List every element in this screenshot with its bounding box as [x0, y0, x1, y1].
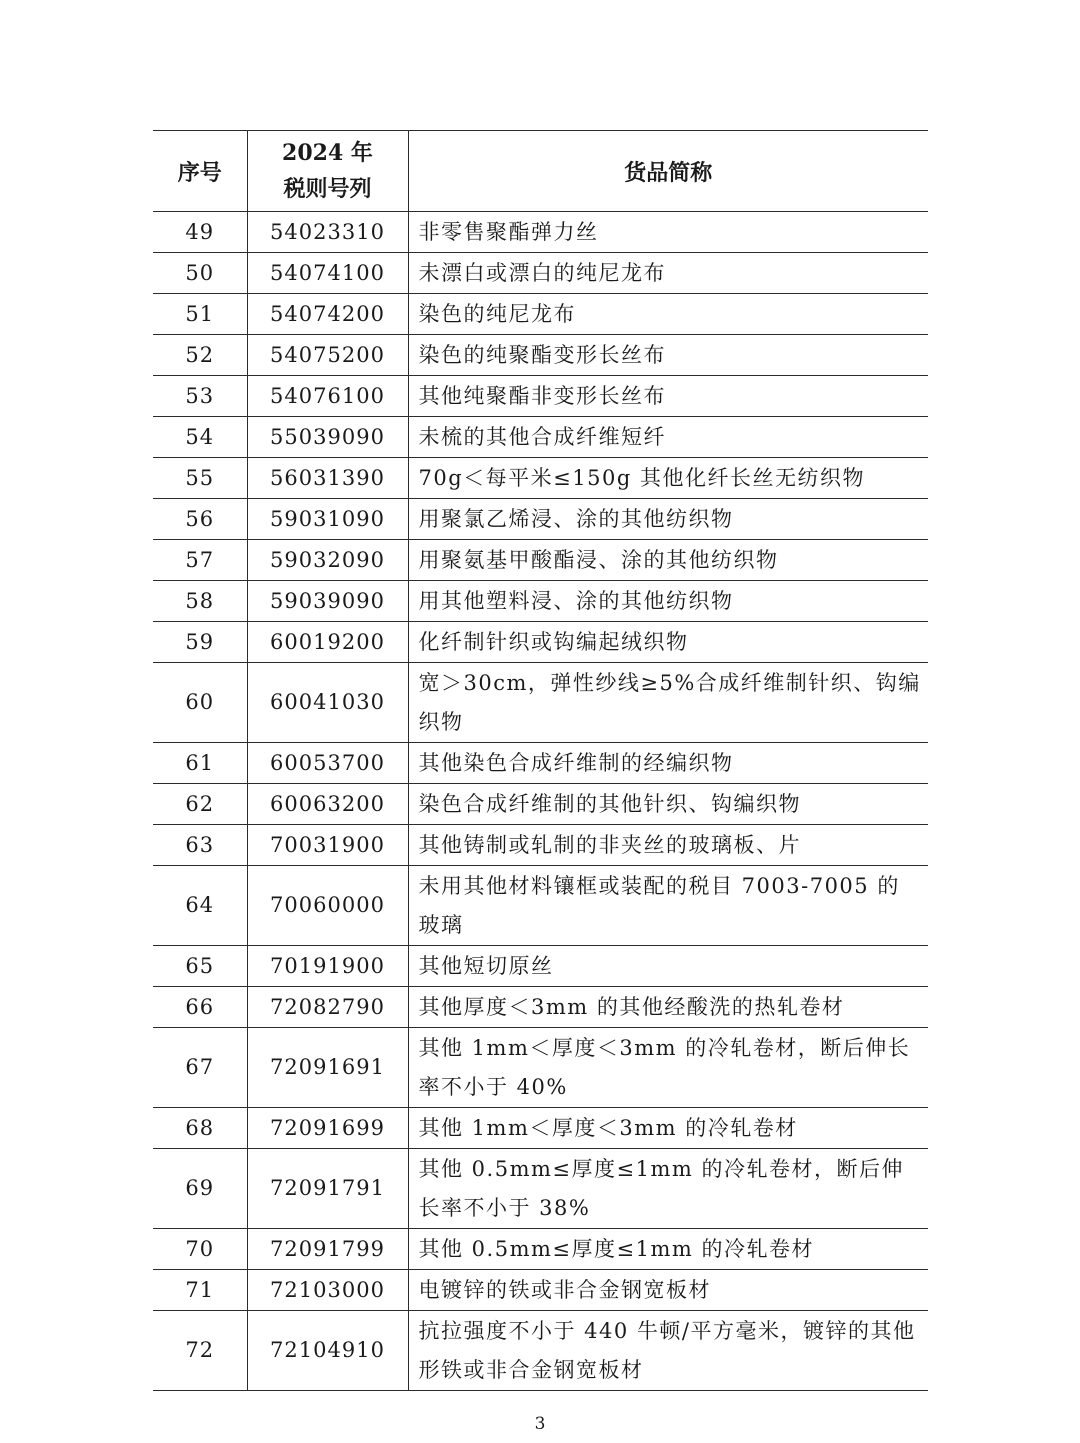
table-header: [153, 131, 928, 212]
header-tariff-code-line1: 2024 年: [282, 140, 373, 166]
cell-goods-name: 染色合成纤维制的其他针织、钩编织物: [408, 784, 928, 825]
cell-tariff-code: 70191900: [247, 946, 408, 987]
cell-tariff-code: 54074100: [247, 253, 408, 294]
cell-tariff-code: 72091691: [247, 1028, 408, 1108]
cell-tariff-code: 54075200: [247, 335, 408, 376]
header-tariff-code: [247, 131, 408, 212]
cell-serial-number: 55: [153, 458, 247, 499]
cell-tariff-code: 54076100: [247, 376, 408, 417]
cell-tariff-code: 55039090: [247, 417, 408, 458]
cell-tariff-code: 56031390: [247, 458, 408, 499]
cell-tariff-code: 70060000: [247, 866, 408, 946]
cell-tariff-code: 72104910: [247, 1311, 408, 1391]
cell-goods-name: 其他厚度＜3mm 的其他经酸洗的热轧卷材: [408, 987, 928, 1028]
cell-serial-number: 65: [153, 946, 247, 987]
table-row: [153, 663, 928, 743]
cell-serial-number: 57: [153, 540, 247, 581]
cell-tariff-code: 72091799: [247, 1229, 408, 1270]
cell-serial-number: 64: [153, 866, 247, 946]
table-row: [153, 1108, 928, 1149]
table-row: [153, 946, 928, 987]
cell-goods-name: 化纤制针织或钩编起绒织物: [408, 622, 928, 663]
cell-serial-number: 63: [153, 825, 247, 866]
tariff-table: [153, 130, 928, 1391]
table-row: [153, 417, 928, 458]
cell-tariff-code: 60041030: [247, 663, 408, 743]
table-row: [153, 1311, 928, 1391]
cell-goods-name: 未漂白或漂白的纯尼龙布: [408, 253, 928, 294]
header-tariff-code-line2: 税则号列: [283, 176, 372, 202]
table-row: [153, 581, 928, 622]
cell-tariff-code: 70031900: [247, 825, 408, 866]
cell-goods-name: 其他 0.5mm≤厚度≤1mm 的冷轧卷材: [408, 1229, 928, 1270]
table-row: [153, 540, 928, 581]
cell-tariff-code: 60063200: [247, 784, 408, 825]
header-goods-name: 货品简称: [408, 131, 928, 212]
cell-tariff-code: 60053700: [247, 743, 408, 784]
cell-serial-number: 62: [153, 784, 247, 825]
cell-tariff-code: 72082790: [247, 987, 408, 1028]
cell-goods-name: 未用其他材料镶框或装配的税目 7003-7005 的玻璃: [408, 866, 928, 946]
cell-tariff-code: 72091791: [247, 1149, 408, 1229]
table-row: [153, 1028, 928, 1108]
cell-serial-number: 49: [153, 212, 247, 253]
table-row: [153, 1229, 928, 1270]
table-row: [153, 376, 928, 417]
table-row: [153, 743, 928, 784]
cell-tariff-code: 59031090: [247, 499, 408, 540]
cell-goods-name: 其他铸制或轧制的非夹丝的玻璃板、片: [408, 825, 928, 866]
table-row: [153, 499, 928, 540]
cell-goods-name: 其他 1mm＜厚度＜3mm 的冷轧卷材: [408, 1108, 928, 1149]
cell-serial-number: 71: [153, 1270, 247, 1311]
cell-serial-number: 54: [153, 417, 247, 458]
header-serial-number: 序号: [153, 131, 247, 212]
table-row: [153, 458, 928, 499]
cell-goods-name: 抗拉强度不小于 440 牛顿/平方毫米，镀锌的其他形铁或非合金钢宽板材: [408, 1311, 928, 1391]
cell-serial-number: 50: [153, 253, 247, 294]
cell-goods-name: 其他 1mm＜厚度＜3mm 的冷轧卷材，断后伸长率不小于 40%: [408, 1028, 928, 1108]
cell-goods-name: 其他 0.5mm≤厚度≤1mm 的冷轧卷材，断后伸长率不小于 38%: [408, 1149, 928, 1229]
page-number: 3: [534, 1414, 546, 1434]
header-row: [153, 131, 928, 212]
cell-serial-number: 56: [153, 499, 247, 540]
table-row: [153, 866, 928, 946]
cell-goods-name: 非零售聚酯弹力丝: [408, 212, 928, 253]
cell-tariff-code: 60019200: [247, 622, 408, 663]
table-row: [153, 212, 928, 253]
table-row: [153, 335, 928, 376]
cell-tariff-code: 72103000: [247, 1270, 408, 1311]
cell-tariff-code: 59039090: [247, 581, 408, 622]
cell-goods-name: 用其他塑料浸、涂的其他纺织物: [408, 581, 928, 622]
table-row: [153, 253, 928, 294]
cell-goods-name: 其他染色合成纤维制的经编织物: [408, 743, 928, 784]
cell-tariff-code: 72091699: [247, 1108, 408, 1149]
table-row: [153, 784, 928, 825]
table-row: [153, 622, 928, 663]
cell-goods-name: 70g＜每平米≤150g 其他化纤长丝无纺织物: [408, 458, 928, 499]
cell-tariff-code: 59032090: [247, 540, 408, 581]
table-body: [153, 212, 928, 1391]
cell-serial-number: 61: [153, 743, 247, 784]
table-row: [153, 294, 928, 335]
cell-tariff-code: 54023310: [247, 212, 408, 253]
table-row: [153, 1270, 928, 1311]
cell-goods-name: 其他短切原丝: [408, 946, 928, 987]
table-row: [153, 987, 928, 1028]
cell-serial-number: 66: [153, 987, 247, 1028]
cell-goods-name: 未梳的其他合成纤维短纤: [408, 417, 928, 458]
cell-goods-name: 染色的纯尼龙布: [408, 294, 928, 335]
cell-serial-number: 53: [153, 376, 247, 417]
cell-goods-name: 其他纯聚酯非变形长丝布: [408, 376, 928, 417]
cell-serial-number: 67: [153, 1028, 247, 1108]
cell-goods-name: 用聚氯乙烯浸、涂的其他纺织物: [408, 499, 928, 540]
table-row: [153, 825, 928, 866]
cell-serial-number: 72: [153, 1311, 247, 1391]
cell-serial-number: 70: [153, 1229, 247, 1270]
cell-goods-name: 电镀锌的铁或非合金钢宽板材: [408, 1270, 928, 1311]
cell-goods-name: 染色的纯聚酯变形长丝布: [408, 335, 928, 376]
cell-goods-name: 宽＞30cm，弹性纱线≥5%合成纤维制针织、钩编织物: [408, 663, 928, 743]
cell-serial-number: 51: [153, 294, 247, 335]
cell-serial-number: 68: [153, 1108, 247, 1149]
cell-serial-number: 52: [153, 335, 247, 376]
cell-serial-number: 58: [153, 581, 247, 622]
cell-tariff-code: 54074200: [247, 294, 408, 335]
cell-serial-number: 60: [153, 663, 247, 743]
cell-goods-name: 用聚氨基甲酸酯浸、涂的其他纺织物: [408, 540, 928, 581]
cell-serial-number: 59: [153, 622, 247, 663]
cell-serial-number: 69: [153, 1149, 247, 1229]
table-row: [153, 1149, 928, 1229]
